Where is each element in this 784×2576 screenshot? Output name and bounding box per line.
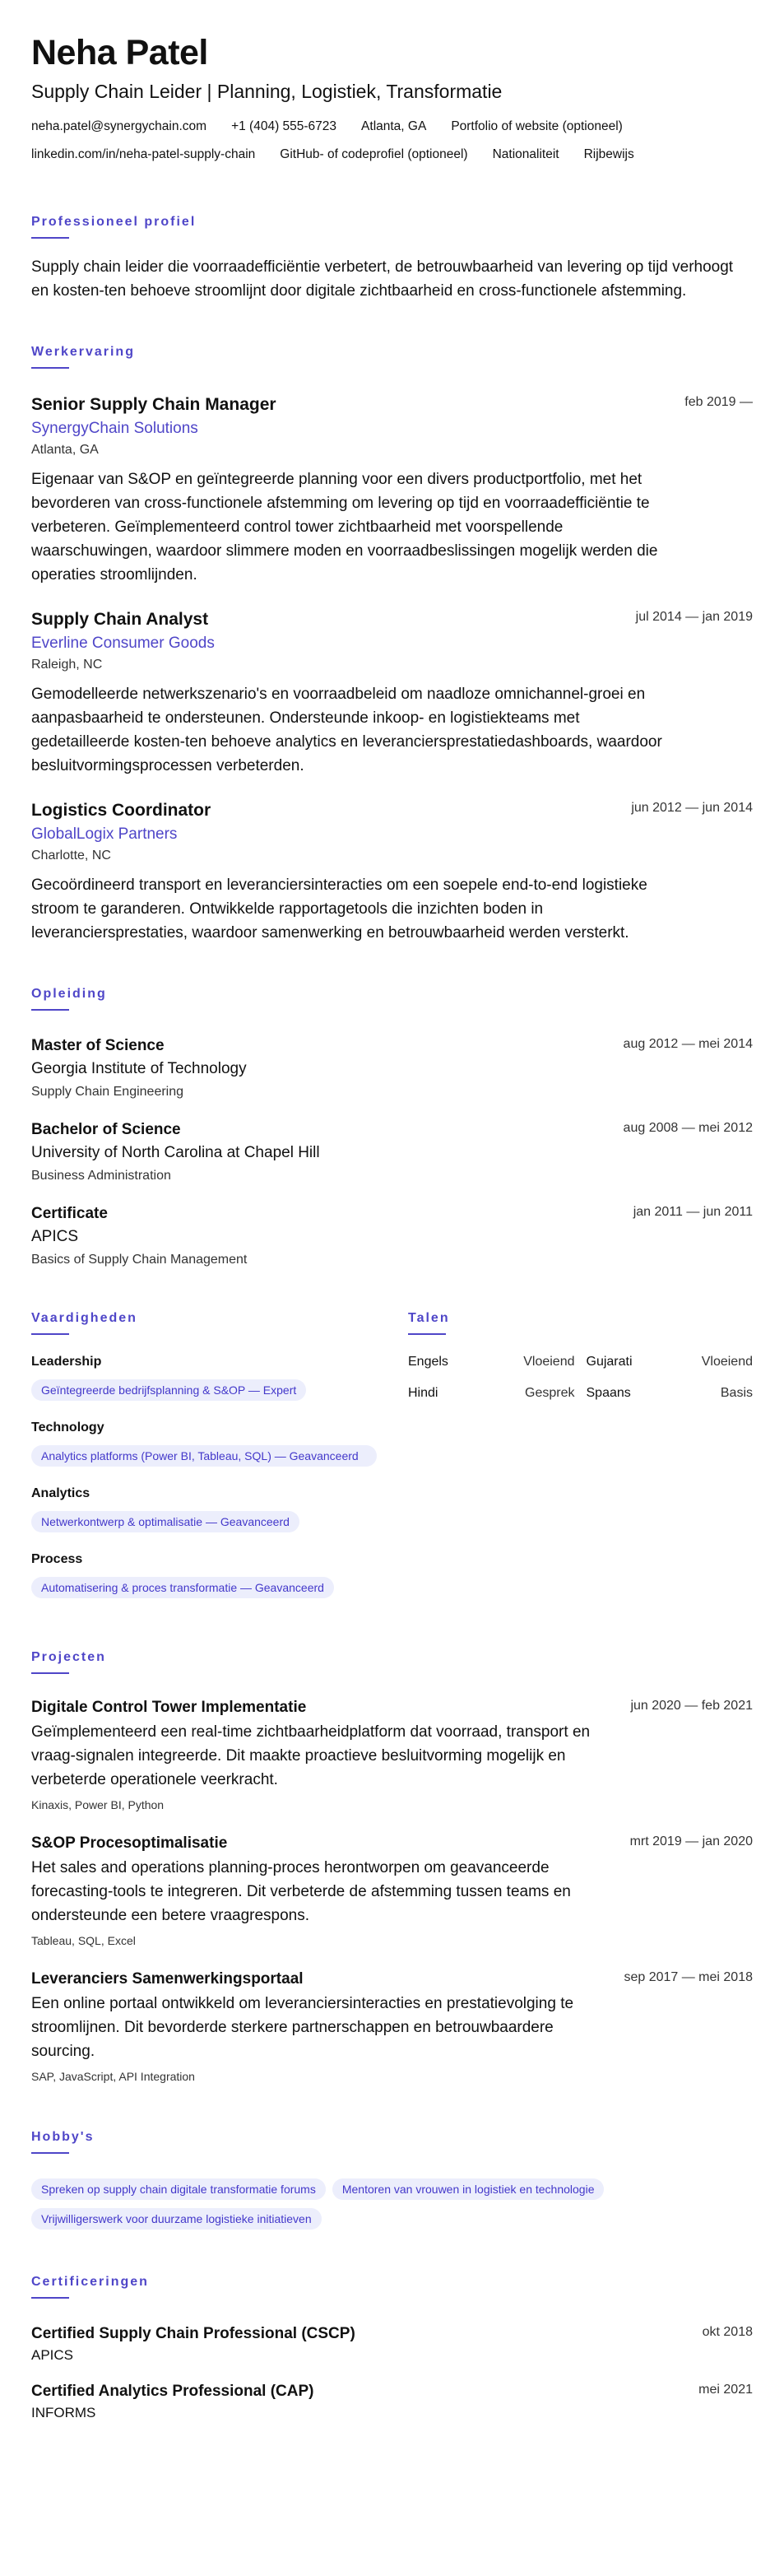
education-section <box>31 986 753 1269</box>
language-level: Basis <box>720 1386 753 1400</box>
profile-section <box>31 214 753 303</box>
project-name: Digitale Control Tower Implementatie <box>31 1699 307 1716</box>
skills-languages-row <box>31 1310 753 1598</box>
job-company: GlobalLogix Partners <box>31 825 178 843</box>
skill-group <box>31 1551 377 1598</box>
certification-entry <box>31 2323 753 2364</box>
job-location: Atlanta, GA <box>31 443 99 457</box>
section-divider <box>31 367 69 369</box>
contact-info <box>31 119 753 174</box>
job-entry <box>31 799 753 945</box>
hobby-chip: Mentoren van vrouwen in logistiek en technologie <box>332 2178 605 2200</box>
certifications-section <box>31 2274 753 2422</box>
education-school: Georgia Institute of Technology <box>31 1060 247 1077</box>
education-entry <box>31 1035 753 1101</box>
job-description: Gecoördineerd transport en leveranciersinteracties om een soepele end-to-end logistieke stroom te garanderen. Ontwikkelde rapportagetools die inzichten boden in leveranciersprestaties, waardoor samenwerking en betrouwbaarheid werden versterkt. <box>31 876 647 942</box>
job-location: Raleigh, NC <box>31 658 103 672</box>
contact-drivers-license: Rijbewijs <box>583 147 634 161</box>
contact-phone[interactable]: +1 (404) 555-6723 <box>231 119 337 133</box>
skill-chip: Analytics platforms (Power BI, Tableau, SQL) — Geavanceerd <box>31 1445 377 1467</box>
language-item <box>587 1353 754 1371</box>
project-description: Het sales and operations planning-proces herontworpen om geavanceerde forecasting-tools te integreren. Dit verbeterde de afstemming tussen teams en ondersteunde een betere vraagrespons. <box>31 1859 571 1924</box>
section-divider <box>31 1009 69 1011</box>
hobby-chip: Vrijwilligerswerk voor duurzame logistieke initiatieven <box>31 2208 322 2230</box>
project-date: jun 2020 — feb 2021 <box>630 1699 753 1713</box>
education-field: Basics of Supply Chain Management <box>31 1253 248 1267</box>
language-name: Engels <box>408 1355 448 1369</box>
project-tech: Tableau, SQL, Excel <box>31 1934 136 1947</box>
languages-section <box>408 1310 753 1598</box>
contact-linkedin[interactable]: linkedin.com/in/neha-patel-supply-chain <box>31 147 256 161</box>
project-description: Geïmplementeerd een real-time zichtbaarheidplatform dat voorraad, transport en vraag-signalen integreerde. Dit maakte proactieve besluitvorming mogelijk en verbeterde operationele veerkracht. <box>31 1723 591 1788</box>
contact-nationality: Nationaliteit <box>492 147 559 161</box>
certification-date: okt 2018 <box>702 2325 753 2339</box>
education-entry <box>31 1203 753 1269</box>
candidate-headline: Supply Chain Leider | Planning, Logistiek, Transformatie <box>31 81 503 102</box>
section-title-certifications: Certificeringen <box>31 2275 149 2289</box>
resume-header <box>31 31 753 174</box>
contact-portfolio[interactable]: Portfolio of website (optioneel) <box>451 119 623 133</box>
section-divider <box>31 1333 69 1335</box>
job-company: Everline Consumer Goods <box>31 635 215 652</box>
skill-category: Leadership <box>31 1355 102 1369</box>
language-level: Vloeiend <box>701 1355 753 1369</box>
certification-issuer: APICS <box>31 2347 74 2363</box>
hobby-chip: Spreken op supply chain digitale transformatie forums <box>31 2178 326 2200</box>
project-date: sep 2017 — mei 2018 <box>624 1970 753 1984</box>
contact-github[interactable]: GitHub- of codeprofiel (optioneel) <box>280 147 468 161</box>
skill-group <box>31 1485 377 1532</box>
project-entry <box>31 1833 753 1949</box>
project-name: Leveranciers Samenwerkingsportaal <box>31 1970 304 1988</box>
section-divider <box>31 2297 69 2299</box>
job-title: Logistics Coordinator <box>31 801 211 820</box>
education-degree: Certificate <box>31 1205 108 1222</box>
section-divider <box>31 237 69 239</box>
language-level: Vloeiend <box>523 1355 575 1369</box>
project-date: mrt 2019 — jan 2020 <box>629 1834 753 1848</box>
job-entry <box>31 393 753 587</box>
certification-issuer: INFORMS <box>31 2405 96 2420</box>
skills-section <box>31 1310 377 1598</box>
job-title: Supply Chain Analyst <box>31 610 209 629</box>
project-tech: Kinaxis, Power BI, Python <box>31 1798 165 1811</box>
experience-section <box>31 344 753 945</box>
candidate-name: Neha Patel <box>31 33 208 72</box>
education-field: Business Administration <box>31 1169 171 1183</box>
education-date: jan 2011 — jun 2011 <box>633 1205 753 1219</box>
job-title: Senior Supply Chain Manager <box>31 395 276 414</box>
language-name: Hindi <box>408 1386 438 1400</box>
section-title-experience: Werkervaring <box>31 345 135 359</box>
certification-name: Certified Analytics Professional (CAP) <box>31 2383 314 2400</box>
project-tech: SAP, JavaScript, API Integration <box>31 2070 195 2083</box>
job-entry <box>31 608 753 778</box>
language-item <box>408 1384 575 1402</box>
education-degree: Master of Science <box>31 1037 165 1054</box>
section-divider <box>408 1333 446 1335</box>
project-description: Een online portaal ontwikkeld om leveranciersinteracties en prestatievolging te stroomlijnen. Dit bevorderde sterkere partnerschappen en betrouwbaardere sourcing. <box>31 1995 574 2060</box>
skill-chip: Netwerkontwerp & optimalisatie — Geavanceerd <box>31 1511 299 1532</box>
project-name: S&OP Procesoptimalisatie <box>31 1834 228 1852</box>
certification-date: mei 2021 <box>698 2383 753 2397</box>
project-entry <box>31 1969 753 2085</box>
job-location: Charlotte, NC <box>31 849 111 863</box>
section-title-profile: Professioneel profiel <box>31 215 197 229</box>
section-title-education: Opleiding <box>31 987 107 1001</box>
skill-category: Analytics <box>31 1486 90 1500</box>
skill-group <box>31 1353 377 1401</box>
education-school: APICS <box>31 1228 79 1245</box>
job-date: jul 2014 — jan 2019 <box>635 610 753 624</box>
project-entry <box>31 1697 753 1813</box>
languages-list <box>408 1353 753 1416</box>
language-name: Spaans <box>586 1386 631 1400</box>
job-date: jun 2012 — jun 2014 <box>631 801 753 815</box>
projects-section <box>31 1649 753 2085</box>
hobbies-list <box>31 2170 753 2230</box>
hobbies-section <box>31 2129 753 2230</box>
section-divider <box>31 2152 69 2154</box>
education-degree: Bachelor of Science <box>31 1121 181 1138</box>
contact-location: Atlanta, GA <box>361 119 427 133</box>
education-date: aug 2012 — mei 2014 <box>623 1037 753 1051</box>
skill-chip: Geïntegreerde bedrijfsplanning & S&OP — Expert <box>31 1379 306 1401</box>
language-name: Gujarati <box>586 1355 633 1369</box>
section-title-languages: Talen <box>408 1311 450 1325</box>
education-school: University of North Carolina at Chapel Hill <box>31 1144 320 1161</box>
job-description: Gemodelleerde netwerkszenario's en voorraadbeleid om naadloze omnichannel-groei en aanpasbaarheid te ondersteunen. Ondersteunde inkoop- en logistiekteams met gedetailleerde kosten-ten behoeve analytics en leveranciersprestatiedashboards, waardoor besluitvormingsprocessen verbeterden. <box>31 686 662 774</box>
section-title-hobbies: Hobby's <box>31 2130 95 2144</box>
education-field: Supply Chain Engineering <box>31 1085 184 1099</box>
language-level: Gesprek <box>525 1386 575 1400</box>
certification-name: Certified Supply Chain Professional (CSCP) <box>31 2325 355 2342</box>
skill-group <box>31 1419 377 1467</box>
job-company: SynergyChain Solutions <box>31 420 198 437</box>
section-divider <box>31 1672 69 1674</box>
education-date: aug 2008 — mei 2012 <box>623 1121 753 1135</box>
certification-entry <box>31 2381 753 2422</box>
skill-chip: Automatisering & proces transformatie — Geavanceerd <box>31 1577 334 1598</box>
skill-category: Process <box>31 1552 83 1566</box>
language-item <box>408 1353 575 1371</box>
profile-summary: Supply chain leider die voorraadefficiëntie verbetert, de betrouwbaarheid van levering op tijd verhoogt en kosten-ten behoeve stroomlijnt door digitale zichtbaarheid en cross-functionele afstemming. <box>31 258 734 300</box>
language-item <box>587 1384 754 1402</box>
contact-email[interactable]: neha.patel@synergychain.com <box>31 119 207 133</box>
education-entry <box>31 1119 753 1185</box>
section-title-projects: Projecten <box>31 1650 106 1664</box>
job-description: Eigenaar van S&OP en geïntegreerde planning voor een divers productportfolio, met het bevorderen van cross-functionele afstemming om levering op tijd en voorraadefficiëntie te verbeteren. Geïmplementeerd control tower zichtbaarheid met voorspellende waarschuwingen, waardoor slimmere moden en voorraadbeslissingen mogelijk werden die operaties stroomlijnden. <box>31 471 658 584</box>
job-date: feb 2019 — <box>684 395 753 409</box>
section-title-skills: Vaardigheden <box>31 1311 137 1325</box>
skill-category: Technology <box>31 1421 104 1434</box>
